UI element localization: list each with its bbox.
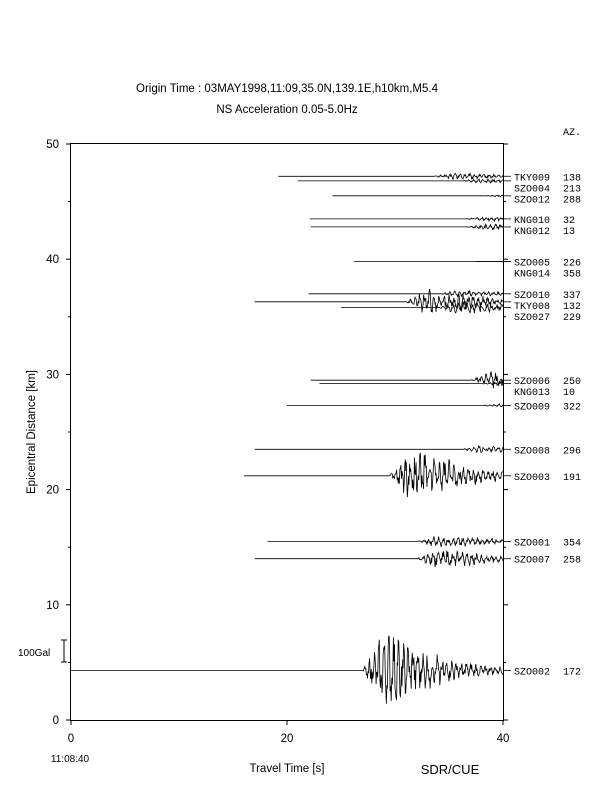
station-code: SZO001 [514,538,551,550]
trace-tky009 [278,173,503,179]
station-code: TKY008 [514,301,551,313]
station-azimuth: 32 [563,215,576,227]
station-azimuth: 191 [563,472,582,484]
station-azimuth: 250 [563,377,582,389]
x-tick-label: 0 [67,733,75,745]
trace-szo008 [255,446,503,452]
station-azimuth: 213 [563,184,582,196]
trace-kng013 [319,382,503,386]
station-code: SZO004 [514,184,551,196]
station-azimuth: 172 [563,667,582,679]
station-azimuth: 13 [563,226,576,238]
station-azimuth: 354 [563,538,582,550]
station-code: TKY009 [514,173,551,185]
station-azimuth: 138 [563,173,582,185]
credit-label: SDR/CUE [420,762,480,777]
station-azimuth: 10 [563,388,576,400]
station-code: SZO007 [514,555,551,567]
trace-szo004 [298,179,503,183]
y-tick-label: 50 [46,139,59,151]
x-tick-label: 20 [280,733,294,745]
trace-szo012 [332,195,503,197]
azimuth-header: AZ. [563,128,582,139]
station-azimuth: 322 [563,402,582,414]
trace-kng010 [310,217,503,221]
trace-kng012 [311,224,503,229]
x-tick-label: 40 [496,733,510,745]
plot-frame [71,144,504,721]
station-azimuth: 358 [563,269,582,281]
start-time-label: 11:08:40 [50,754,90,765]
station-code: KNG013 [514,388,551,400]
station-code: KNG010 [514,215,551,227]
station-code: KNG012 [514,226,551,238]
station-code: SZO003 [514,472,551,484]
trace-szo002 [71,636,503,704]
station-code: SZO005 [514,258,551,270]
station-azimuth: 226 [563,258,582,270]
station-azimuth: 337 [563,290,582,302]
amplitude-scale-label: 100Gal [18,648,51,659]
station-code: SZO008 [514,446,551,458]
trace-szo003 [244,453,503,497]
trace-szo009 [287,404,503,407]
chart-title: Origin Time : 03MAY1998,11:09,35.0N,139.1E,h10km,M5.4 [136,83,438,95]
station-code: SZO027 [514,312,551,324]
y-tick-label: 0 [52,715,59,727]
station-code: SZO009 [514,402,551,414]
amplitude-scale-bar [61,640,67,662]
y-axis-label: Epicentral Distance [km] [26,370,38,494]
station-azimuth: 258 [563,555,582,567]
y-tick-label: 40 [46,254,59,267]
station-azimuth: 288 [563,195,582,207]
station-azimuth: 132 [563,301,582,313]
station-code: KNG014 [514,269,551,281]
y-tick-label: 30 [46,369,59,382]
y-tick-label: 10 [46,599,59,612]
station-code: SZO010 [514,290,551,302]
trace-szo006 [311,372,503,388]
station-code: SZO012 [514,195,551,207]
station-azimuth: 229 [563,312,582,324]
x-axis-label: Travel Time [s] [249,763,325,775]
station-code: SZO002 [514,667,551,679]
trace-szo007 [255,551,503,567]
trace-szo001 [268,536,503,546]
y-tick-label: 20 [46,484,59,497]
seismogram-traces [71,173,503,704]
station-azimuth: 296 [563,446,582,458]
chart-subtitle: NS Acceleration 0.05-5.0Hz [216,104,358,116]
trace-szo010 [309,291,503,297]
station-code: SZO006 [514,377,551,389]
station-labels [503,173,581,678]
x-axis [68,720,510,745]
